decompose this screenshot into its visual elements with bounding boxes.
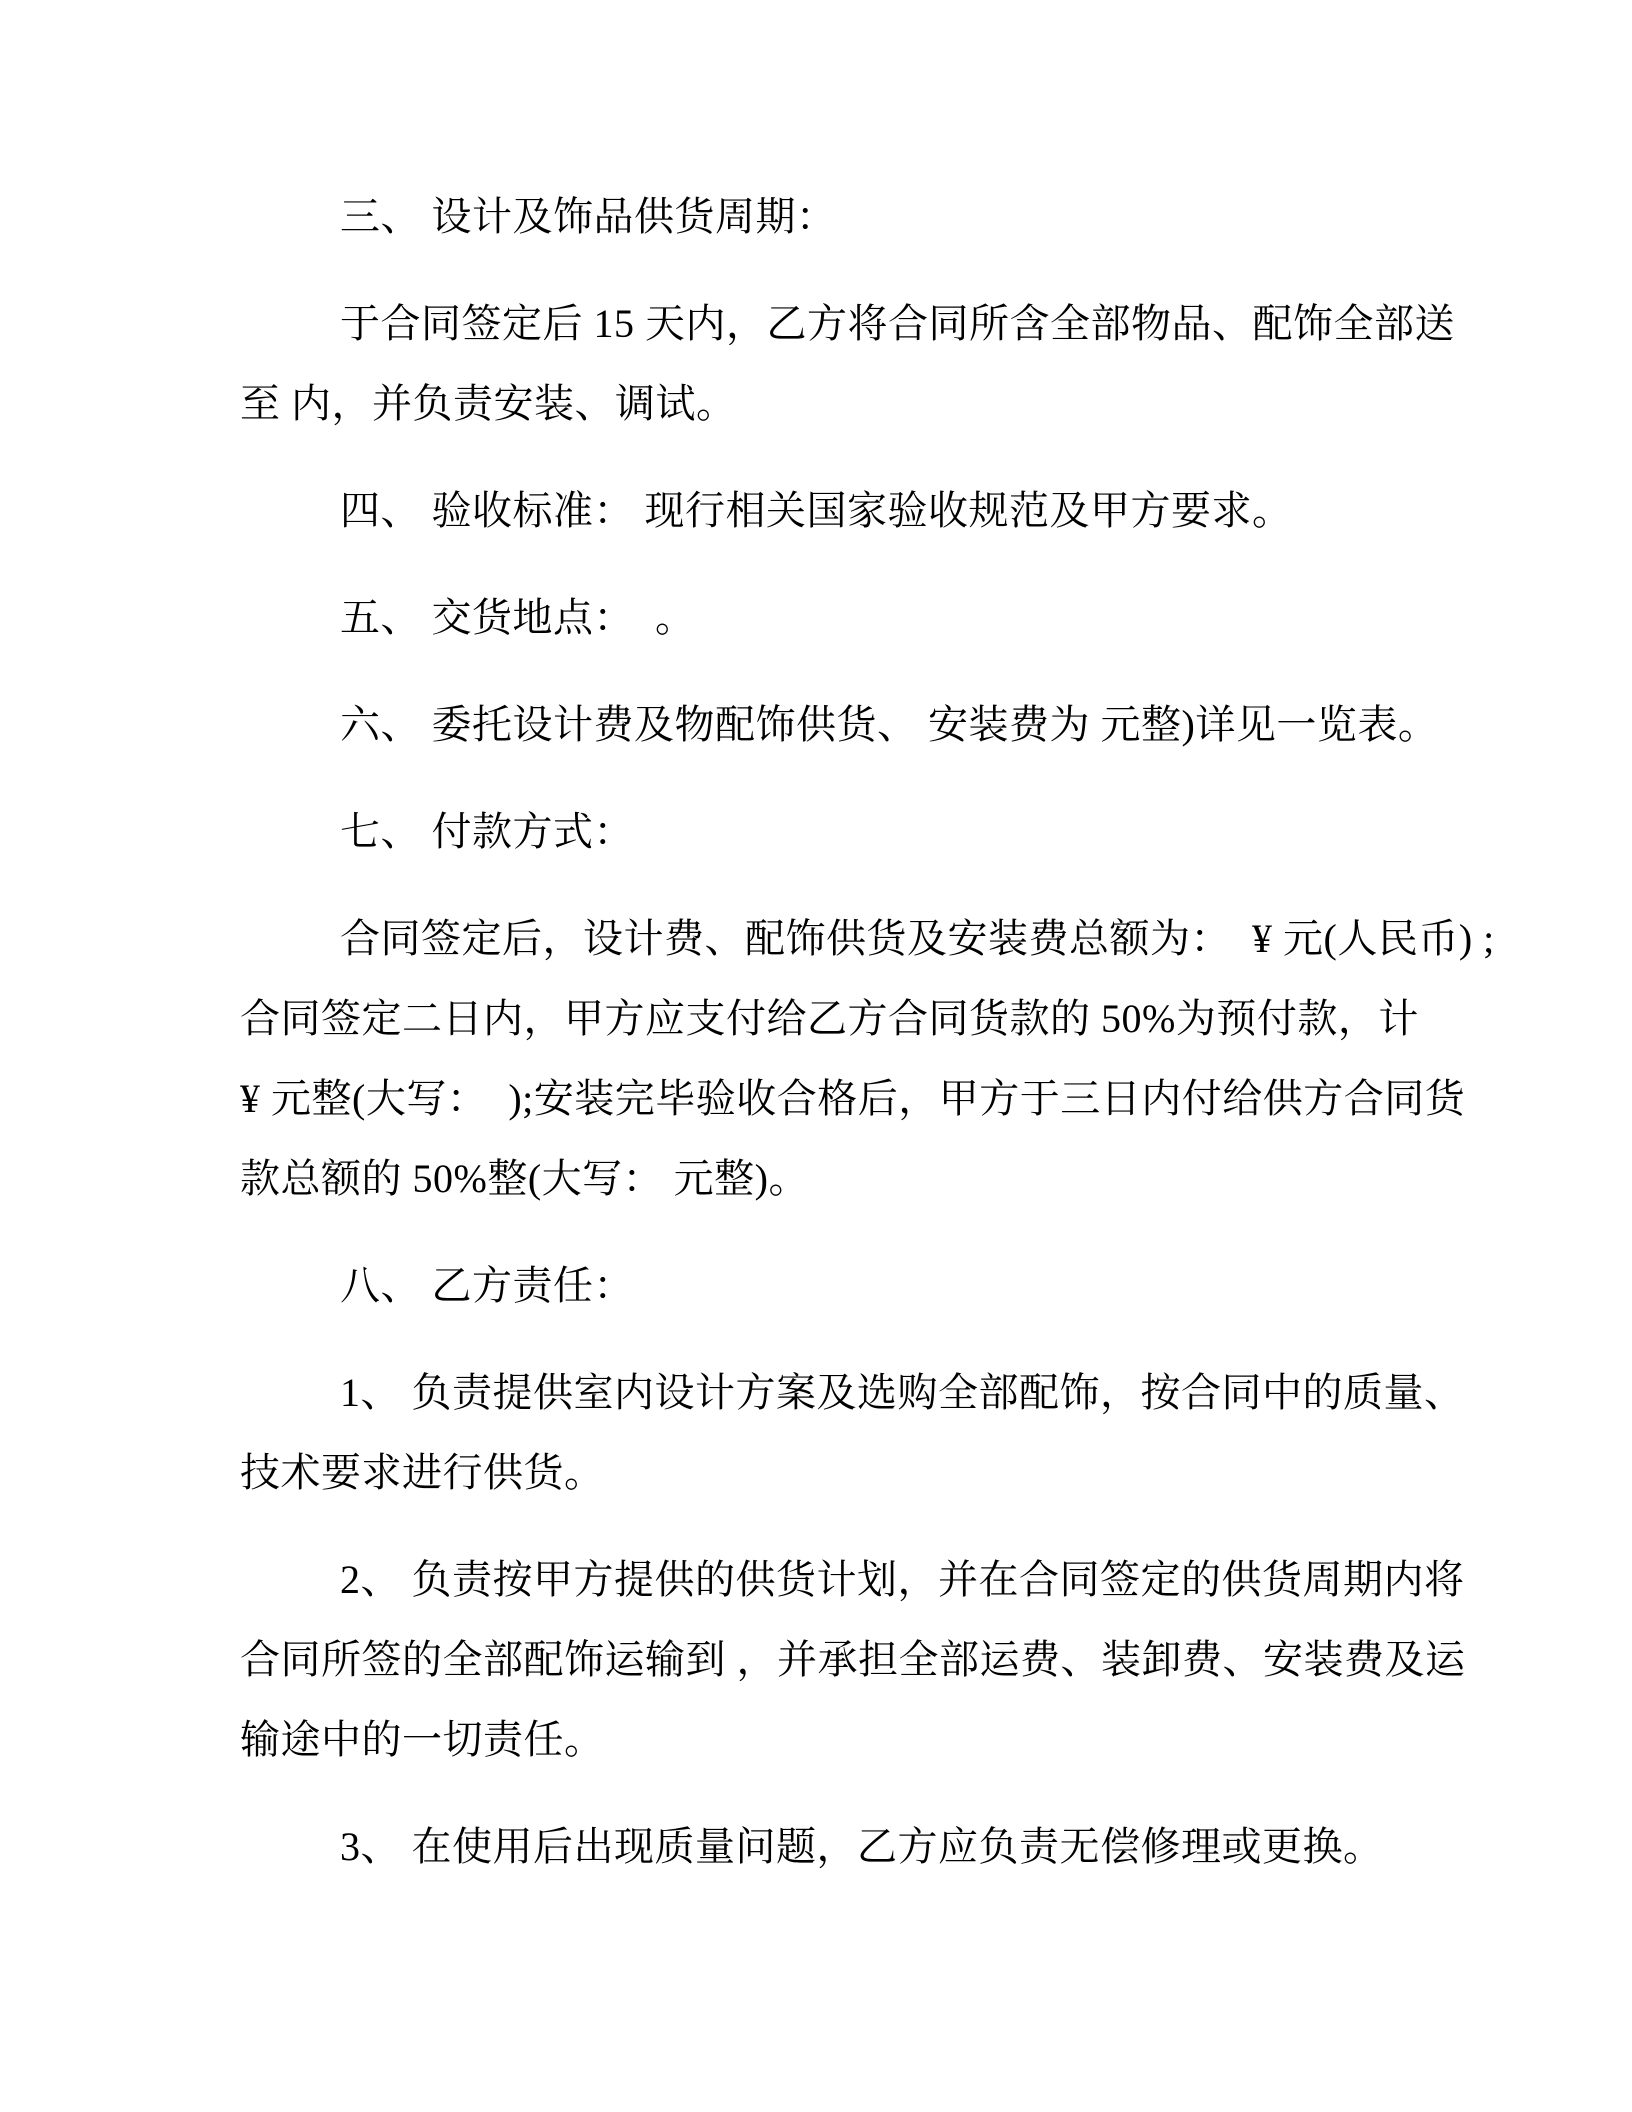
text-line: 四、 验收标准： 现行相关国家验收规范及甲方要求。 [340, 488, 1293, 533]
clause-7-heading [240, 792, 1500, 872]
clause-8-item-2 [240, 1540, 1500, 1780]
text-line: 2、 负责按甲方提供的供货计划，并在合同签定的供货周期内将 [340, 1557, 1465, 1602]
text-line: 于合同签定后 15 天内，乙方将合同所含全部物品、配饰全部送 [340, 301, 1455, 346]
clause-8-item-1 [240, 1353, 1500, 1513]
clause-7-body [240, 899, 1500, 1219]
text-line: 3、 在使用后出现质量问题，乙方应负责无偿修理或更换。 [340, 1824, 1384, 1869]
text-line: 至 内，并负责安装、调试。 [240, 381, 737, 426]
text-line: 三、 设计及饰品供货周期： [340, 194, 837, 239]
text-line: 七、 付款方式： [340, 809, 634, 854]
text-line: 合同所签的全部配饰运输到 ，并承担全部运费、装卸费、安装费及运 [240, 1637, 1466, 1682]
text-line: 五、 交货地点： 。 [340, 595, 696, 640]
text-line: ¥ 元整(大写： );安装完毕验收合格后，甲方于三日内付给供方合同货 [240, 1076, 1466, 1121]
text-line: 合同签定后，设计费、配饰供货及安装费总额为： ¥ 元(人民币) ; [340, 916, 1495, 961]
text-line: 六、 委托设计费及物配饰供货、 安装费为 元整)详见一览表。 [340, 702, 1439, 747]
clause-8-heading [240, 1246, 1500, 1326]
clause-3-heading [240, 177, 1500, 257]
text-line: 技术要求进行供货。 [240, 1450, 605, 1495]
text-line: 输途中的一切责任。 [240, 1717, 605, 1762]
clause-3-body [240, 284, 1500, 444]
text-line: 合同签定二日内，甲方应支付给乙方合同货款的 50%为预付款，计 [240, 996, 1419, 1041]
clause-4 [240, 471, 1500, 551]
clause-8-item-3 [240, 1807, 1500, 1887]
text-line: 八、 乙方责任： [340, 1263, 634, 1308]
clause-5 [240, 578, 1500, 658]
text-line: 1、 负责提供室内设计方案及选购全部配饰，按合同中的质量、 [340, 1370, 1465, 1415]
document-body [240, 177, 1500, 1914]
text-line: 款总额的 50%整(大写： 元整)。 [240, 1156, 809, 1201]
clause-6 [240, 685, 1500, 765]
